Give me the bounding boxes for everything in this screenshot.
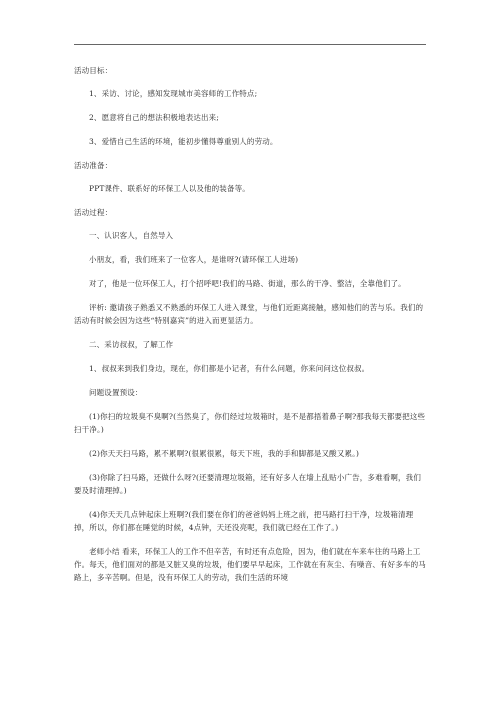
paragraph: 老师小结 看来，环保工人的工作不但辛苦，有时还有点危险，因为，他们就在车来车往的马路上工作。每天，他们面对的都是又脏又臭的垃圾，他们要早早起床，工作就在有灰尘、有噪音、有好多车的马路上，多辛苦啊。但是，没有环保工人的劳动，我们生活的环境 — [74, 547, 426, 582]
paragraph: 对了，他是一位环保工人，打个招呼吧!我们的马路、街道，那么的干净、整洁，全靠他们了。 — [89, 279, 406, 288]
paragraph: 问题设置预设： — [89, 388, 143, 397]
paragraph: 1、叔叔来到我们身边，现在，你们都是小记者，有什么问题，你来问问这位叔叔。 — [89, 364, 370, 373]
section-heading: 活动准备： — [74, 161, 113, 170]
section-heading: 活动过程： — [74, 208, 113, 217]
paragraph: 1、采访、讨论，感知发现城市美容师的工作特点; — [89, 89, 258, 98]
paragraph: (3)你除了扫马路，还做什么呀?(还要清理垃圾箱，还有好多人在墙上乱贴小广告，多难看啊，我们要及时清理掉。) — [74, 473, 421, 495]
paragraph: 二、采访叔叔，了解工作 — [89, 340, 174, 349]
paragraph: PPT课件、联系好的环保工人以及他的装备等。 — [89, 184, 250, 193]
paragraph: 2、愿意将自己的想法积极地表达出来; — [89, 113, 219, 122]
paragraph: 3、爱惜自己生活的环境，能初步懂得尊重别人的劳动。 — [89, 137, 278, 146]
paragraph: 一、认识客人，自然导入 — [89, 231, 174, 240]
paragraph: (1)你扫的垃圾臭不臭啊?(当然臭了，你们经过垃圾箱时，是不是都捂着鼻子啊?那我每天都要把这些扫干净。) — [74, 412, 426, 434]
header-rule — [74, 44, 426, 45]
paragraph: (2)你天天扫马路，累不累啊?(很累很累，每天下班，我的手和脚都是又酸又累。) — [89, 449, 360, 458]
paragraph: 小朋友，看，我们班来了一位客人，是谁呀?(请环保工人进场) — [89, 255, 299, 264]
section-heading: 活动目标： — [74, 66, 113, 75]
document-body — [74, 64, 426, 595]
paragraph: (4)你天天几点钟起床上班啊?(我们要在你们的爸爸妈妈上班之前，把马路打扫干净，垃圾箱清理掉，所以，你们都在睡觉的时候，4点钟，天还没亮呢，我们就已经在工作了。) — [74, 510, 414, 532]
paragraph: 评析: 邀请孩子熟悉又不熟悉的环保工人进入课堂，与他们近距离接触，感知他们的苦与乐。我们的活动有时候会因为这些“特别嘉宾”的进入而更显活力。 — [74, 303, 424, 325]
